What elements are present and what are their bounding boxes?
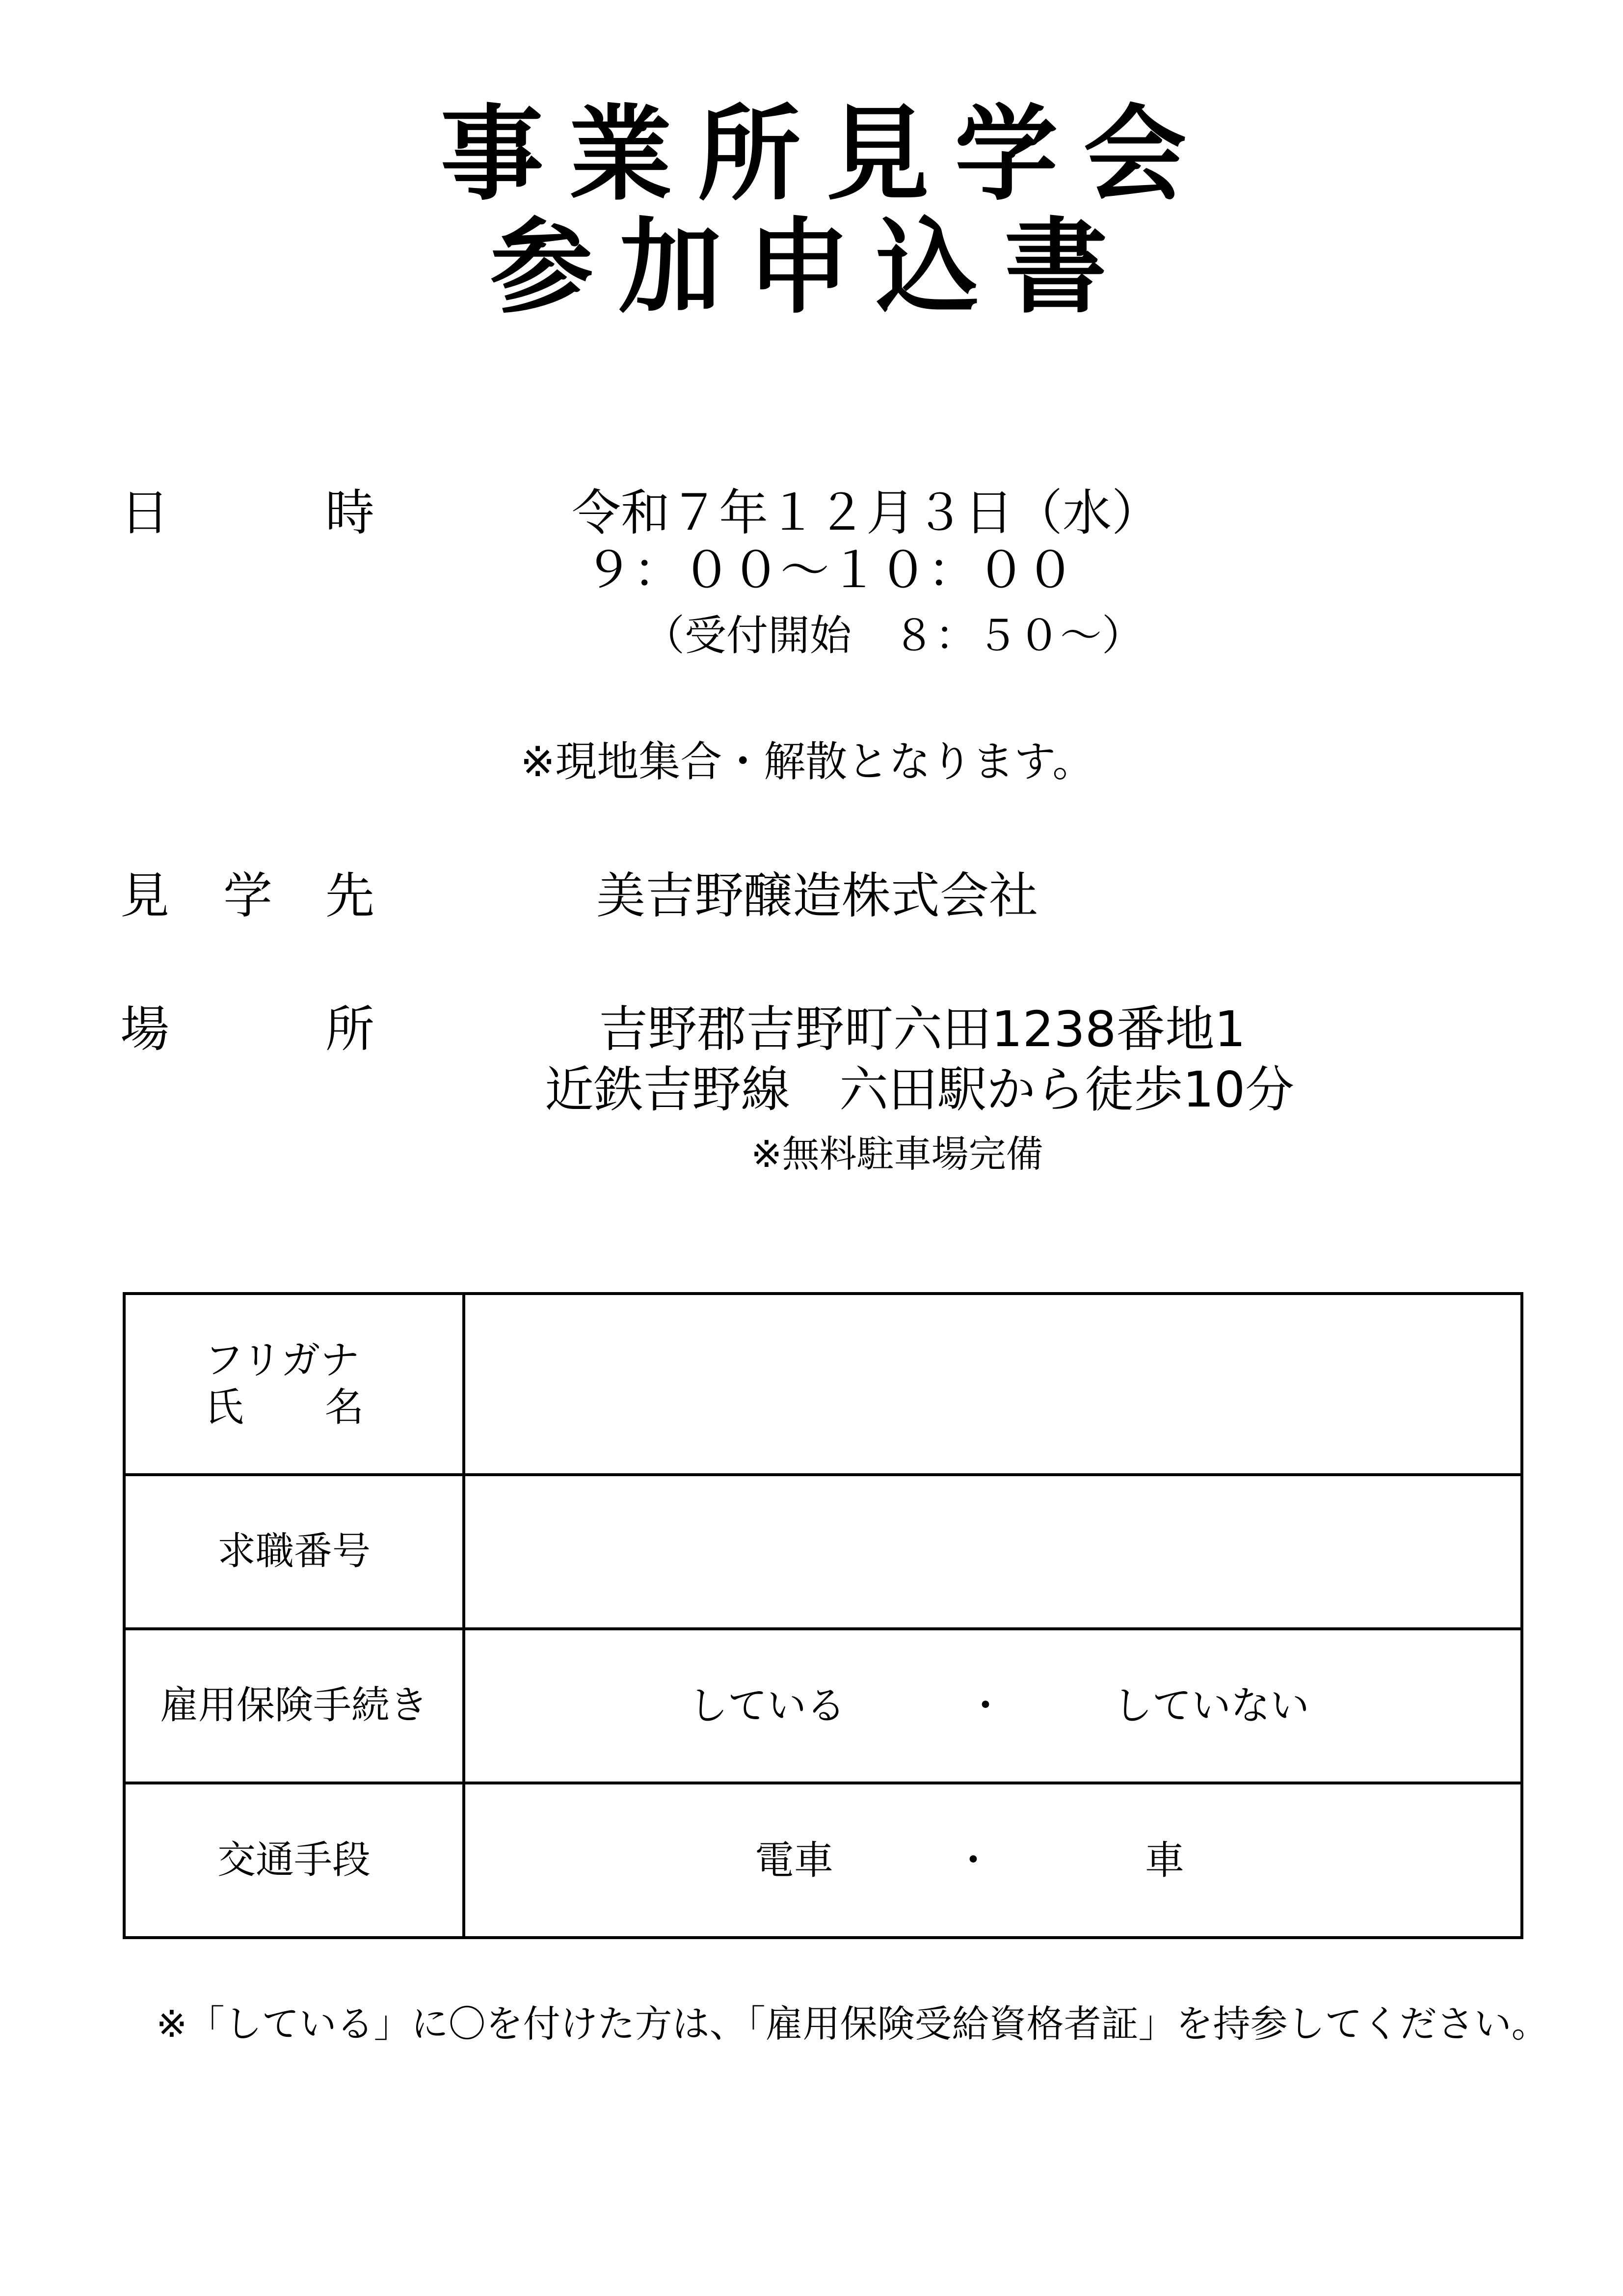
transport-row bbox=[124, 1783, 1522, 1938]
name-label-char1: 氏 bbox=[204, 1384, 244, 1430]
location-label-char2: 所 bbox=[325, 1000, 374, 1058]
name-label bbox=[205, 1384, 364, 1431]
insurance-option-yes[interactable]: している bbox=[689, 1683, 846, 1729]
insurance-option-no[interactable]: していない bbox=[1113, 1683, 1309, 1729]
destination-label-char3: 先 bbox=[325, 867, 374, 924]
footer-note: ※「している」に〇を付けた方は、「雇用保険受給資格者証」を持参してください。 bbox=[156, 2002, 1549, 2046]
insurance-label: 雇用保険手続き bbox=[124, 1629, 464, 1783]
transport-choice-cell bbox=[464, 1783, 1522, 1938]
insurance-choice-cell bbox=[464, 1629, 1522, 1783]
parking-note: ※無料駐車場完備 bbox=[751, 1132, 1043, 1176]
assembly-note: ※現地集合・解散となります。 bbox=[520, 738, 1094, 786]
transport-label: 交通手段 bbox=[124, 1783, 464, 1938]
date-label-char2: 時 bbox=[325, 484, 374, 541]
location-address: 吉野郡吉野町六田1238番地1 bbox=[599, 1000, 1246, 1058]
event-date: 令和７年１２月３日（水） bbox=[572, 484, 1161, 541]
reception-start: （受付開始 ８：５０～） bbox=[643, 612, 1144, 660]
location-access: 近鉄吉野線 六田駅から徒歩10分 bbox=[545, 1061, 1295, 1118]
name-row bbox=[124, 1294, 1522, 1475]
name-input-cell[interactable] bbox=[464, 1294, 1522, 1475]
name-label-cell bbox=[124, 1294, 464, 1475]
application-form-table bbox=[123, 1292, 1523, 1939]
job-number-label: 求職番号 bbox=[124, 1475, 464, 1629]
document-title-line1: 事業所見学会 bbox=[440, 94, 1212, 215]
destination-label-char2: 学 bbox=[223, 867, 272, 924]
insurance-row bbox=[124, 1629, 1522, 1783]
destination-label-char1: 見 bbox=[120, 867, 169, 924]
insurance-separator: ・ bbox=[966, 1683, 1005, 1729]
name-label-char2: 名 bbox=[324, 1384, 364, 1430]
transport-option-train[interactable]: 電車 bbox=[755, 1837, 833, 1883]
job-number-input-cell[interactable] bbox=[464, 1475, 1522, 1629]
transport-separator: ・ bbox=[954, 1837, 993, 1883]
date-label-char1: 日 bbox=[120, 484, 169, 541]
job-number-row bbox=[124, 1475, 1522, 1629]
transport-option-car[interactable]: 車 bbox=[1145, 1837, 1184, 1883]
furigana-label: フリガナ bbox=[204, 1337, 360, 1383]
destination-company: 美吉野醸造株式会社 bbox=[596, 867, 1038, 924]
event-time: ９：００～１０：００ bbox=[584, 541, 1075, 599]
document-title-line2: 参加申込書 bbox=[490, 207, 1133, 327]
location-label-char1: 場 bbox=[120, 1000, 169, 1058]
